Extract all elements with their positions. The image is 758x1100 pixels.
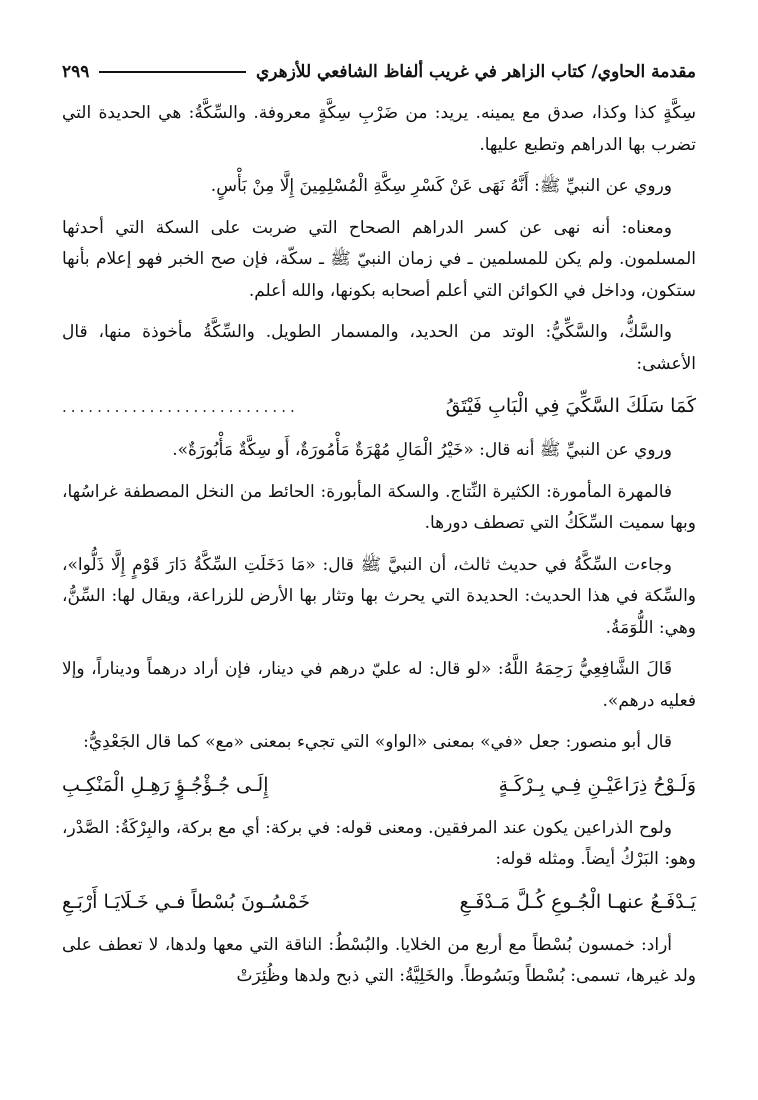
verse-ellipsis: ........................... <box>62 398 299 416</box>
paragraph: وجاءت السِّكَّةُ في حديث ثالث، أن النبيَّ ﷺ قال: «مَا دَخَلَتِ السِّكَّةُ دَارَ قَوْمٍ إِلَّا ذَلُّوا»، والسِّكة في هذا الحديث: الحديدة التي يحرث بها وتثار بها الأرض للزراعة، ويقال لها: السِّنُّ، وهي: اللُّوَمَةُ. <box>62 554 696 638</box>
poetry-verse <box>62 886 696 918</box>
paragraph: سِكَّةٍ كذا وكذا، صدق مع يمينه. يريد: من ضَرْبِ سِكَّةٍ معروفة. والسِّكَّةُ: هي الحديدة التي تضرب بها الدراهم وتطبع عليها. <box>62 103 696 155</box>
verse-first-hemistich: كَمَا سَلَكَ السَّكِّيَ فِي الْبَابِ فَيْتَقُ <box>445 395 696 417</box>
page-body <box>62 98 696 1080</box>
paragraph: فالمهرة المأمورة: الكثيرة النِّتاج. والسكة المأبورة: الحائط من النخل المصطفة غراسُها، وبها سميت السِّكَكُ التي تصطف دورها. <box>62 481 696 533</box>
verse-second-hemistich: إِلَـى جُـؤْجُـؤٍ رَهِـلِ الْمَنْكِـبِ <box>62 773 269 796</box>
verse-second-hemistich: خَمْسُـونَ بُسْطاً فـي خَـلَايَـا أَرْبَـعِ <box>62 890 310 913</box>
page-number: ٢٩٩ <box>62 62 90 82</box>
header-title: مقدمة الحاوي/ كتاب الزاهر في غريب ألفاظ الشافعي للأزهري <box>255 62 696 82</box>
paragraph: والسَّكُّ، والسَّكِّيُّ: الوتد من الحديد، والمسمار الطويل. والسِّكَّةُ مأخوذة منها، قال الأعشى: <box>62 322 696 374</box>
paragraph: قال أبو منصور: جعل «في» بمعنى «الواو» التي تجيء بمعنى «مع» كما قال الجَعْدِيُّ: <box>83 732 672 752</box>
poetry-verse <box>62 769 696 801</box>
poetry-verse <box>62 390 696 423</box>
verse-first-hemistich: يَـدْفَـعُ عنهـا الْجُـوعِ كُـلَّ مَـدْفَـعِ <box>459 890 696 913</box>
hadith-paragraph: وروي عن النبيِّ ﷺ أنه قال: «خَيْرُ الْمَالِ مُهْرَةٌ مَأْمُورَةٌ، أَو سِكَّةٌ مَأْبُورَةٌ». <box>172 440 672 460</box>
header-rule <box>99 71 246 73</box>
paragraph: ومعناه: أنه نهى عن كسر الدراهم الصحاح التي ضربت على السكة التي أحدثها المسلمون. ولم يكن للمسلمين ـ في زمان النبيّ ﷺ ـ سكّة، فإن صح الخبر فهو إعلام بأنها ستكون، وداخل في الكوائن التي أعلم أصحابه بكونها، والله أعلم. <box>62 217 696 301</box>
paragraph: قَالَ الشَّافِعِيُّ رَحِمَهُ اللَّهُ: «لو قال: له عليّ درهم في دينار، فإن أراد درهماً وديناراً، وإلا فعليه درهم». <box>62 659 696 711</box>
verse-first-hemistich: وَلَـوْحُ ذِرَاعَيْـنِ فِـي بِـرْكَـةٍ <box>498 773 696 796</box>
paragraph: ولوح الذراعين يكون عند المرفقين. ومعنى قوله: في بركة: أي مع بركة، والبِرْكَةُ: الصَّدْر، وهو: البَرْكُ أيضاً. ومثله قوله: <box>62 817 696 869</box>
running-header <box>62 54 696 90</box>
paragraph: أراد: خمسون بُسْطاً مع أربع من الخلايا. والبُسْطُ: الناقة التي معها ولدها، لا تعطف على ولد غيرها، تسمى: بُسْطاً وبَسُوطاً. والخَلِيَّةُ: التي ذبح ولدها وظُئِرَتْ <box>62 934 696 986</box>
hadith-paragraph: وروي عن النبيِّ ﷺ: أَنَّهُ نَهَى عَنْ كَسْرِ سِكَّةِ الْمُسْلِمِينَ إِلَّا مِنْ بَأْسٍ. <box>210 176 672 196</box>
